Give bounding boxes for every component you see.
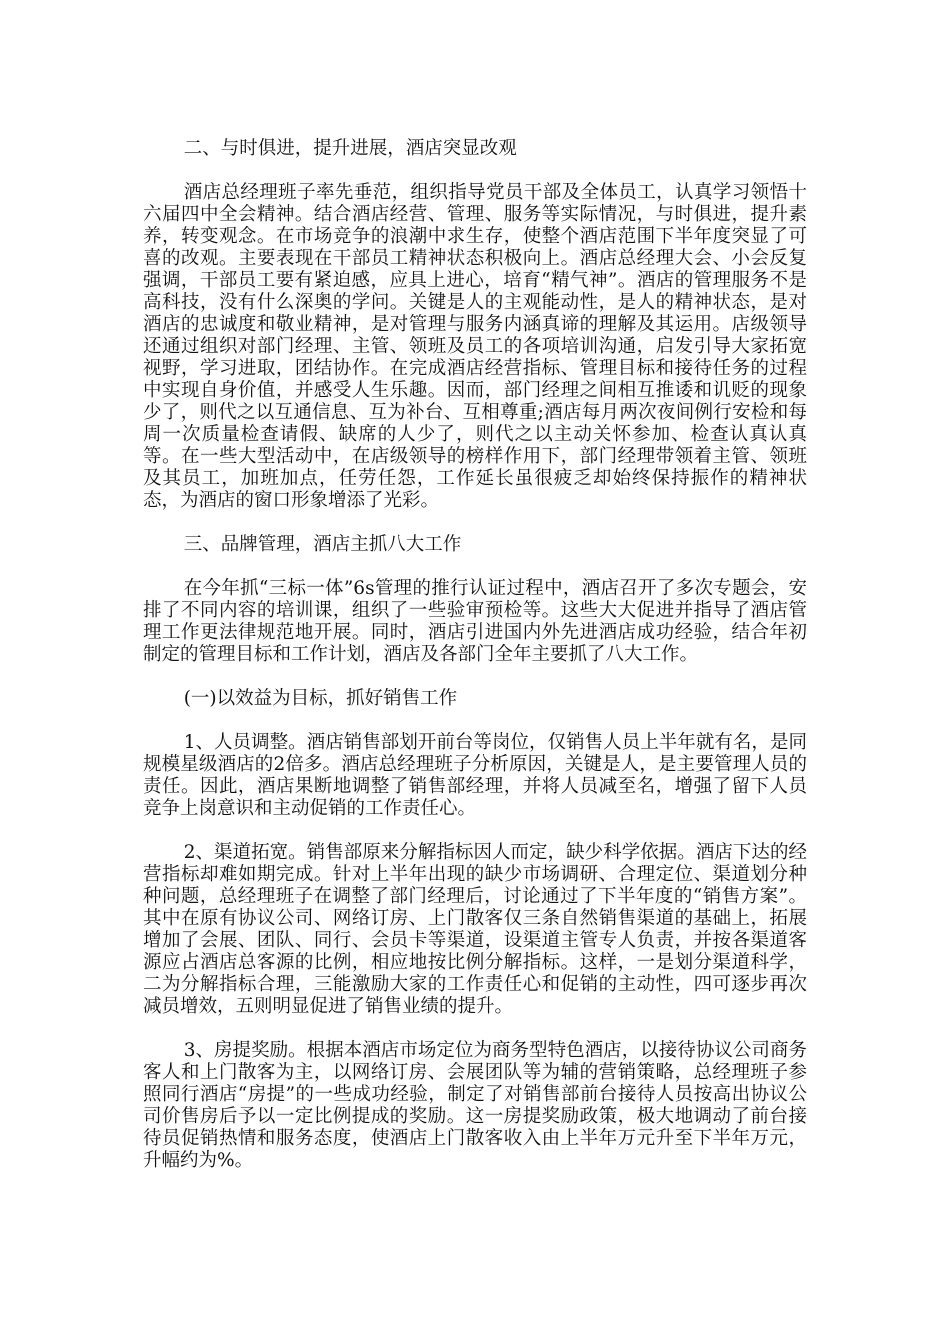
section-3-body: 在今年抓“三标一体”6s管理的推行认证过程中，酒店召开了多次专题会，安排了不同内容的培训课，组织了一些验审预检等。这些大大促进并指导了酒店管理工作更法律规范地开展。同时，酒店引进国内外先进酒店成功经验，结合年初制定的管理目标和工作计划，酒店及各部门全年主要抓了八大工作。	[143, 578, 807, 665]
section-2-body: 酒店总经理班子率先垂范，组织指导党员干部及全体员工，认真学习领悟十六届四中全会精神。结合酒店经营、管理、服务等实际情况，与时俱进，提升素养，转变观念。在市场竞争的浪潮中求生存，使整个酒店范围下半年度突显了可喜的改观。主要表现在干部员工精神状态积极向上。酒店总经理大会、小会反复强调，干部员工要有紧迫感，应具上进心，培育“精气神”。酒店的管理服务不是高科技，没有什么深奥的学问。关键是人的主观能动性，是人的精神状态，是对酒店的忠诚度和敬业精神，是对管理与服务内涵真谛的理解及其运用。店级领导还通过组织对部门经理、主管、领班及员工的各项培训沟通，启发引导大家拓宽视野，学习进取，团结协作。在完成酒店经营指标、管理目标和接待任务的过程中实现自身价值，并感受人生乐趣。因而，部门经理之间相互推诿和讥贬的现象少了，则代之以互通信息、互为补台、互相尊重;酒店每月两次夜间例行安检和每周一次质量检查请假、缺席的人少了，则代之以主动关怀参加、检查认真认真等。在一些大型活动中，在店级领导的榜样作用下，部门经理带领着主管、领班及其员工，加班加点，任劳任怨，工作延长虽很疲乏却始终保持振作的精神状态，为酒店的窗口形象增添了光彩。	[143, 182, 807, 511]
spacer	[143, 556, 807, 578]
spacer	[143, 512, 807, 534]
subsection-1-heading: (一)以效益为目标，抓好销售工作	[183, 688, 458, 709]
section-2-heading: 二、与时俱进，提升进展，酒店突显改观	[183, 138, 517, 159]
spacer	[143, 1018, 807, 1040]
spacer	[143, 820, 807, 842]
item-2-paragraph: 2、渠道拓宽。销售部原来分解指标因人而定，缺少科学依据。酒店下达的经营指标却难如期完成。针对上半年出现的缺少市场调研、合理定位、渠道划分种种问题，总经理班子在调整了部门经理后，讨论通过了下半年度的“销售方案”。其中在原有协议公司、网络订房、上门散客仅三条自然销售渠道的基础上，拓展增加了会展、团队、同行、会员卡等渠道，设渠道主管专人负责，并按各渠道客源应占酒店总客源的比例，相应地按比例分解指标。这样，一是划分渠道科学，二为分解指标合理，三能激励大家的工作责任心和促销的主动性，四可逐步再次减员增效，五则明显促进了销售业绩的提升。	[143, 842, 807, 1017]
spacer	[143, 666, 807, 688]
item-1-paragraph: 1、人员调整。酒店销售部划开前台等岗位，仅销售人员上半年就有名，是同规模星级酒店的2倍多。酒店总经理班子分析原因，关键是人，是主要管理人员的责任。因此，酒店果断地调整了销售部经理，并将人员减至名，增强了留下人员竞争上岗意识和主动促销的工作责任心。	[143, 732, 807, 819]
document-page	[143, 138, 807, 1172]
spacer	[143, 710, 807, 732]
item-3-paragraph: 3、房提奖励。根据本酒店市场定位为商务型特色酒店，以接待协议公司商务客人和上门散客为主，以网络订房、会展团队等为辅的营销策略，总经理班子参照同行酒店“房提”的一些成功经验，制定了对销售部前台接待人员按高出协议公司价售房后予以一定比例提成的奖励。这一房提奖励政策，极大地调动了前台接待员促销热情和服务态度，使酒店上门散客收入由上半年万元升至下半年万元，升幅约为%。	[143, 1040, 807, 1171]
spacer	[143, 160, 807, 182]
section-3-heading: 三、品牌管理，酒店主抓八大工作	[183, 534, 462, 555]
